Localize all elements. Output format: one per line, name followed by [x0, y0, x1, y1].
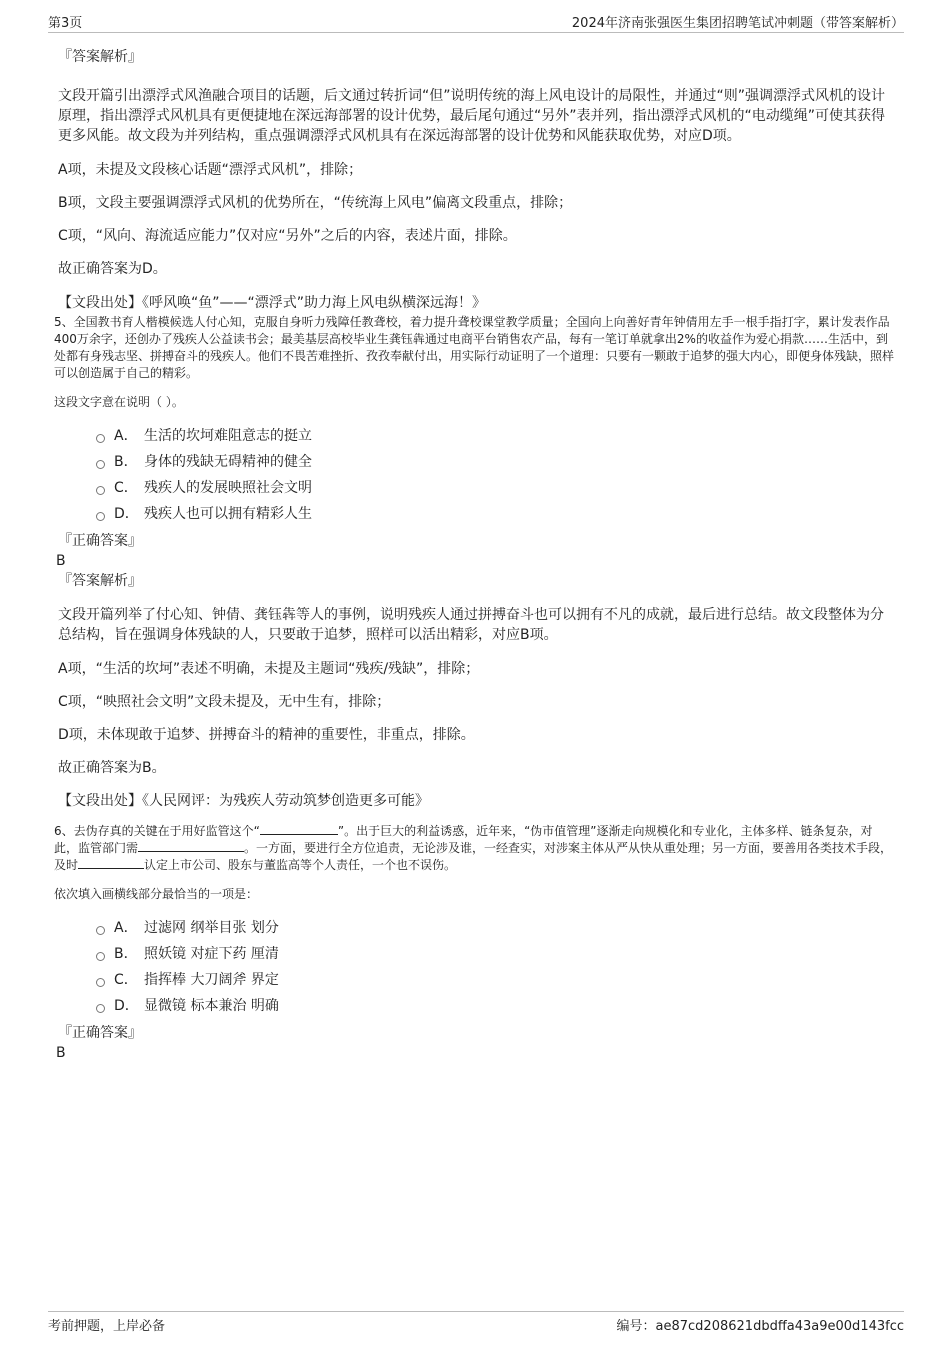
- page-number: 第3页: [48, 16, 83, 31]
- blank-3: [78, 857, 144, 869]
- q4-analysis-label: 『答案解析』: [58, 49, 142, 65]
- q4-option-b-note: B项，文段主要强调漂浮式风机的优势所在，“传统海上风电”偏离文段重点，排除；: [58, 195, 573, 211]
- radio-icon[interactable]: [96, 926, 105, 935]
- radio-icon[interactable]: [96, 1004, 105, 1013]
- q6-option-c[interactable]: C． 指挥棒 大刀阔斧 界定: [96, 967, 894, 993]
- q4-source: 【文段出处】《呼风唤“鱼”——“漂浮式”助力海上风电纵横深远海！》: [58, 295, 487, 311]
- q5-source: 【文段出处】《人民网评：为残疾人劳动筑梦创造更多可能》: [58, 793, 429, 809]
- q6-option-a[interactable]: A． 过滤网 纲举目张 划分: [96, 915, 894, 941]
- q5-option-c-note: C项，“映照社会文明”文段未提及，无中生有，排除；: [58, 694, 391, 710]
- q6-answer: B: [56, 1045, 66, 1061]
- document-code: 编号：ae87cd208621dbdffa43a9e00d143fcc: [616, 1319, 904, 1334]
- footer-slogan: 考前押题，上岸必备: [48, 1319, 166, 1334]
- q5-answer-label: 『正确答案』: [58, 533, 142, 549]
- q5-answer: B: [56, 553, 66, 569]
- q5-option-d[interactable]: D． 残疾人也可以拥有精彩人生: [96, 501, 894, 527]
- q5-analysis-text: 文段开篇列举了付心知、钟倩、龚钰犇等人的事例，说明残疾人通过拼搏奋斗也可以拥有不凡的成就，最后进行总结。故文段整体为分总结构，旨在强调身体残缺的人，只要敢于追梦，照样可以活出精彩，对应B项。: [58, 607, 884, 643]
- page-footer: [48, 1311, 904, 1334]
- q5-option-a-note: A项，“生活的坎坷”表述不明确，未提及主题词“残疾/残缺”，排除；: [58, 661, 480, 677]
- radio-icon[interactable]: [96, 952, 105, 961]
- radio-icon[interactable]: [96, 460, 105, 469]
- q6-options: [54, 915, 894, 1019]
- q6-option-d[interactable]: D． 显微镜 标本兼治 明确: [96, 993, 894, 1019]
- q5-conclusion: 故正确答案为B。: [58, 760, 166, 776]
- q5-option-b[interactable]: B． 身体的残缺无碍精神的健全: [96, 449, 894, 475]
- q4-option-c-note: C项，“风向、海流适应能力”仅对应“另外”之后的内容，表述片面，排除。: [58, 228, 517, 244]
- page-content: [54, 40, 894, 1063]
- q5-option-a[interactable]: A． 生活的坎坷难阻意志的挺立: [96, 423, 894, 449]
- q4-option-a-note: A项，未提及文段核心话题“漂浮式风机”，排除；: [58, 162, 363, 178]
- radio-icon[interactable]: [96, 512, 105, 521]
- q4-conclusion: 故正确答案为D。: [58, 261, 167, 277]
- blank-1: [260, 823, 338, 835]
- radio-icon[interactable]: [96, 978, 105, 987]
- q6-answer-label: 『正确答案』: [58, 1025, 142, 1041]
- q5-option-d-note: D项，未体现敢于追梦、拼搏奋斗的精神的重要性，非重点，排除。: [58, 727, 475, 743]
- q4-analysis-text: 文段开篇引出漂浮式风渔融合项目的话题，后文通过转折词“但”说明传统的海上风电设计的局限性，并通过“则”强调漂浮式风机的设计原理，指出漂浮式风机具有更便捷地在深远海部署的设计优势，最后尾句通过“另外”表并列，指出漂浮式风机的“电动缆绳”可使其获得更多风能。故文段为并列结构，重点强调漂浮式风机具有在深远海部署的设计优势和风能获取优势，对应D项。: [58, 88, 886, 144]
- q5-prompt: 这段文字意在说明（ ）。: [54, 395, 184, 409]
- radio-icon[interactable]: [96, 434, 105, 443]
- q5-option-c[interactable]: C． 残疾人的发展映照社会文明: [96, 475, 894, 501]
- q6-option-b[interactable]: B． 照妖镜 对症下药 厘清: [96, 941, 894, 967]
- q6-stem: 6、去伪存真的关键在于用好监管这个“ ”。出于巨大的利益诱惑，近年来，“伪市值管理”逐渐走向规模化和专业化，主体多样、链条复杂，对此，监管部门需 。一方面，要进行全方位追责，无论涉及谁，一经查实，对涉案主体从严从快从重处理；另一方面，要善用各类技术手段，及时 认定上市公司、股东与董监高等个人责任，一个也不误伤。: [54, 824, 893, 872]
- q5-options: [54, 423, 894, 527]
- q5-analysis-label: 『答案解析』: [58, 573, 142, 589]
- blank-2: [138, 840, 244, 852]
- page-header: [48, 12, 904, 33]
- q6-prompt: 依次填入画横线部分最恰当的一项是：: [54, 887, 259, 901]
- document-title: 2024年济南张强医生集团招聘笔试冲刺题（带答案解析）: [571, 16, 904, 31]
- q5-stem: 5、全国教书育人楷模候选人付心知，克服自身听力残障任教聋校，着力提升聋校课堂教学质量；全国向上向善好青年钟倩用左手一根手指打字，累计发表作品400万余字，还创办了残疾人公益读书会；最美基层高校毕业生龚钰犇通过电商平台销售农产品，每有一笔订单就拿出2%的收益作为爱心捐款……生活中，到处都有身残志坚、拼搏奋斗的残疾人。他们不畏苦难挫折、孜孜奉献付出，用实际行动证明了一个道理：只要有一颗敢于追梦的强大内心，即便身体残缺，照样可以创造属于自己的精彩。: [54, 315, 895, 380]
- radio-icon[interactable]: [96, 486, 105, 495]
